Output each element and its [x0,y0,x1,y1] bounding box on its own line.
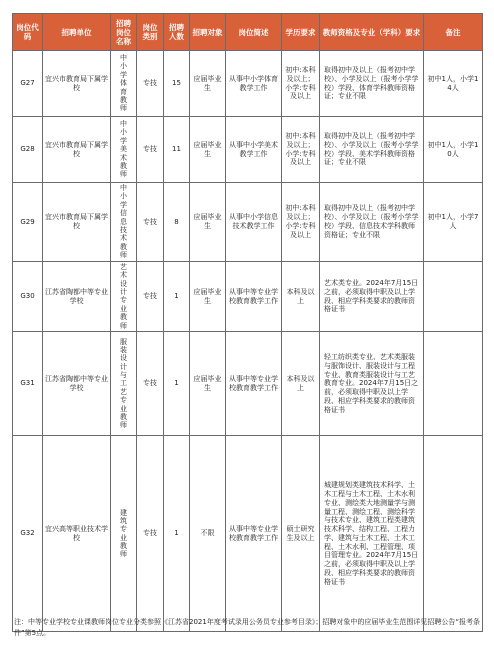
cell-education: 初中:本科及以上；小学:专科及以上 [282,51,320,117]
post-text: 中小学美术教师 [120,119,127,179]
header-unit: 招聘单位 [43,14,111,51]
header-requirements: 教师资格及专业（学科）要求 [320,14,424,51]
cell-education: 初中:本科及以上；小学:专科及以上 [282,183,320,262]
cell-code: G31 [13,332,43,436]
footnote: 注：中等专业学校专业课教师岗位专业分类参照《江苏省2021年度考试录用公务员专业参考目录》；招聘对象中的应届毕业生范围详见招聘公告“报考条件”第5点。 [14,618,480,638]
post-text: 艺术设计专业教师 [120,262,127,330]
cell-count: 1 [164,261,190,331]
cell-category: 专技 [137,436,164,632]
post-text: 中小学体育教师 [120,53,127,113]
cell-remark: 初中1人，小学7人 [424,183,483,262]
header-description: 岗位简述 [226,14,282,51]
cell-unit: 江苏省陶都中等专业学校 [43,332,111,436]
cell-code: G32 [13,436,43,632]
cell-education: 本科及以上 [282,261,320,331]
cell-post [111,332,137,436]
header-post: 招聘岗位名称 [111,14,137,51]
table-row [13,332,483,436]
cell-requirements: 取得初中及以上（报考初中学校）、小学及以上（报考小学学校）学段、体育学科教师资格证；专业不限 [320,51,424,117]
cell-requirements: 城建规划类建筑技术科学、土木工程与土木工程、土木水利专业、测绘类大地测量学与测量工程、测绘工程、测绘科学与技术专业、建筑工程类建筑技术科学、结构工程、工程力学、建筑与土木工程、土木工程、土木水利、工程管理、项目管理专业。2024年7月15日之前，必须取得中职及以上学段、相应学科类要求的教师资格证书 [320,436,424,632]
cell-unit: 宜兴高等职业技术学校 [43,436,111,632]
cell-description: 从事中等专业学校教育教学工作 [226,436,282,632]
cell-education: 本科及以上 [282,332,320,436]
cell-requirements: 取得初中及以上（报考初中学校）、小学及以上（报考小学学校）学段、美术学科教师资格证；专业不限 [320,117,424,183]
cell-category: 专技 [137,332,164,436]
cell-code: G28 [13,117,43,183]
table-row [13,261,483,331]
cell-unit: 宜兴市教育局下属学校 [43,183,111,262]
cell-description: 从事中等专业学校教育教学工作 [226,261,282,331]
header-remark: 备注 [424,14,483,51]
cell-education: 硕士研究生及以上 [282,436,320,632]
cell-post [111,261,137,331]
cell-remark: 初中1人，小学14人 [424,51,483,117]
cell-target: 应届毕业生 [190,261,226,331]
cell-category: 专技 [137,183,164,262]
cell-target: 应届毕业生 [190,183,226,262]
cell-remark: 初中1人，小学10人 [424,117,483,183]
cell-code: G29 [13,183,43,262]
table-row [13,51,483,117]
header-target: 招聘对象 [190,14,226,51]
cell-post [111,436,137,632]
cell-target: 应届毕业生 [190,117,226,183]
cell-code: G27 [13,51,43,117]
cell-requirements: 艺术类专业。2024年7月15日之前，必须取得中职及以上学段、相应学科类要求的教师资格证书 [320,261,424,331]
cell-education: 初中:本科及以上；小学:专科及以上 [282,117,320,183]
header-row [13,14,483,51]
post-text: 建筑专业教师 [120,508,127,559]
cell-count: 1 [164,332,190,436]
cell-category: 专技 [137,51,164,117]
header-code: 岗位代码 [13,14,43,51]
header-category: 岗位类别 [137,14,164,51]
cell-count: 15 [164,51,190,117]
cell-post [111,183,137,262]
cell-target: 不限 [190,436,226,632]
cell-requirements: 取得初中及以上（报考初中学校）、小学及以上（报考小学学校）学段、信息技术学科教师资格证；专业不限 [320,183,424,262]
cell-post [111,117,137,183]
cell-remark [424,436,483,632]
table-row [13,183,483,262]
post-text: 服装设计与工艺专业教师 [120,337,127,430]
recruitment-table [12,13,483,632]
cell-code: G30 [13,261,43,331]
cell-category: 专技 [137,261,164,331]
cell-description: 从事中小学体育教学工作 [226,51,282,117]
cell-unit: 江苏省陶都中等专业学校 [43,261,111,331]
cell-remark [424,332,483,436]
cell-unit: 宜兴市教育局下属学校 [43,117,111,183]
table-row [13,117,483,183]
cell-count: 1 [164,436,190,632]
cell-count: 11 [164,117,190,183]
cell-category: 专技 [137,117,164,183]
cell-remark [424,261,483,331]
cell-description: 从事中等专业学校教育教学工作 [226,332,282,436]
cell-description: 从事中小学美术教学工作 [226,117,282,183]
cell-target: 应届毕业生 [190,51,226,117]
cell-post [111,51,137,117]
post-text: 中小学信息技术教师 [120,184,127,260]
cell-target: 应届毕业生 [190,332,226,436]
cell-count: 8 [164,183,190,262]
cell-requirements: 轻工纺织类专业、艺术类服装与服饰设计、服装设计与工程专业、教育类服装设计与工艺教育专业。2024年7月15日之前，必须取得中职及以上学段、相应学科类要求的教师资格证书 [320,332,424,436]
header-count: 招聘人数 [164,14,190,51]
cell-description: 从事中小学信息技术教学工作 [226,183,282,262]
table-row [13,436,483,632]
cell-unit: 宜兴市教育局下属学校 [43,51,111,117]
header-education: 学历要求 [282,14,320,51]
